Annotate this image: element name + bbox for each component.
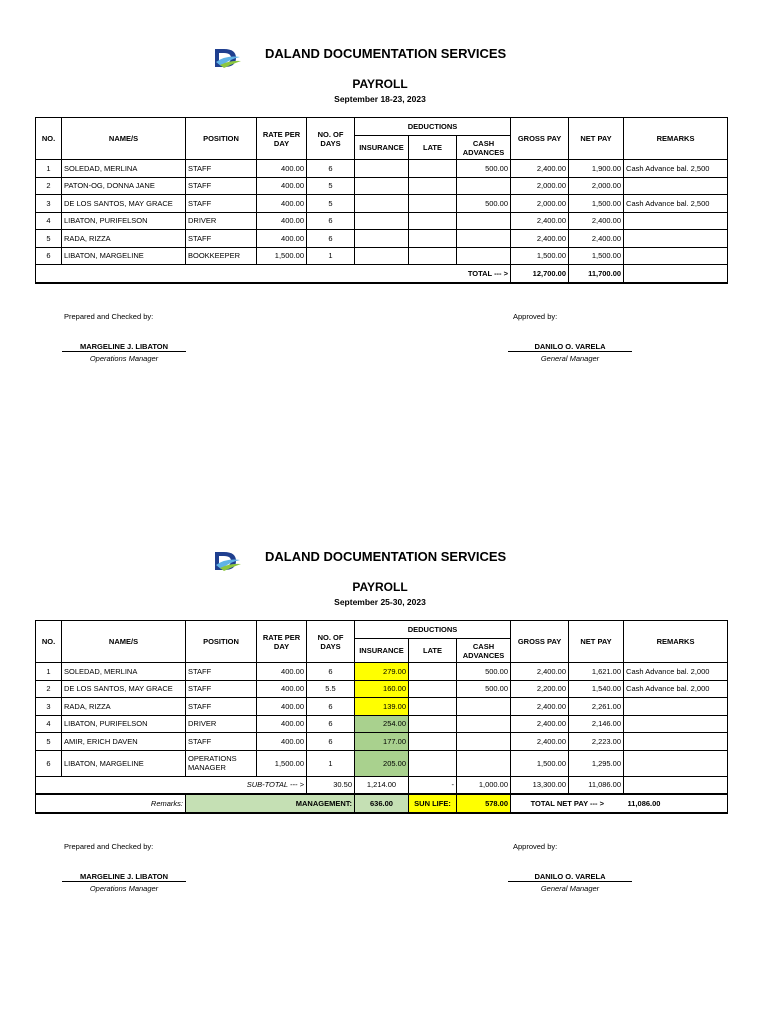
table-row — [36, 698, 728, 716]
table-row — [36, 680, 728, 698]
cell-remarks: Cash Advance bal. 2,500 — [624, 160, 728, 178]
table-row — [36, 715, 728, 733]
cell-rate: 400.00 — [257, 733, 307, 751]
prepared-label-1: Prepared and Checked by: — [64, 312, 154, 321]
cell-name: PATON-OG, DONNA JANE — [62, 177, 186, 195]
cell-days: 6 — [307, 663, 355, 681]
header-position: POSITION — [186, 118, 257, 160]
cell-net: 1,621.00 — [569, 663, 624, 681]
header-cash: CASH ADVANCES — [457, 639, 511, 663]
cell-insurance — [355, 195, 409, 213]
cell-net: 1,540.00 — [569, 680, 624, 698]
cell-position: OPERATIONS MANAGER — [186, 750, 257, 776]
cell-position: STAFF — [186, 663, 257, 681]
cell-late — [409, 733, 457, 751]
cell-gross: 2,400.00 — [511, 663, 569, 681]
cell-name: LIBATON, PURIFELSON — [62, 715, 186, 733]
cell-insurance — [355, 177, 409, 195]
cell-gross: 1,500.00 — [511, 247, 569, 265]
cell-net: 1,900.00 — [569, 160, 624, 178]
cell-insurance — [355, 212, 409, 230]
cell-no: 2 — [36, 177, 62, 195]
company-logo-2 — [212, 550, 242, 572]
cell-name: LIBATON, PURIFELSON — [62, 212, 186, 230]
cell-position: BOOKKEEPER — [186, 247, 257, 265]
cell-insurance: 279.00 — [355, 663, 409, 681]
payroll-title-1: PAYROLL — [352, 77, 408, 91]
table-row — [36, 733, 728, 751]
payroll-title-2: PAYROLL — [352, 580, 408, 594]
cell-cash: 500.00 — [457, 663, 511, 681]
cell-insurance: 205.00 — [355, 750, 409, 776]
cell-cash — [457, 230, 511, 248]
remarks-label: Remarks: — [36, 794, 186, 813]
cell-position: STAFF — [186, 733, 257, 751]
cell-remarks — [624, 230, 728, 248]
cell-cash — [457, 715, 511, 733]
cell-net: 2,146.00 — [569, 715, 624, 733]
cell-insurance — [355, 230, 409, 248]
cell-days: 1 — [307, 750, 355, 776]
cell-days: 5.5 — [307, 680, 355, 698]
cell-late — [409, 212, 457, 230]
cell-days: 6 — [307, 230, 355, 248]
company-name-1: DALAND DOCUMENTATION SERVICES — [265, 46, 507, 61]
prepared-name-1: MARGELINE J. LIBATON — [62, 342, 186, 352]
table-row — [36, 663, 728, 681]
cell-no: 1 — [36, 160, 62, 178]
header-no: NO. — [36, 118, 62, 160]
cell-rate: 1,500.00 — [257, 247, 307, 265]
cell-late — [409, 247, 457, 265]
cell-days: 5 — [307, 195, 355, 213]
approved-role-1: General Manager — [540, 354, 600, 363]
subtotal-days: 30.50 — [307, 776, 355, 794]
subtotal-late: - — [409, 776, 457, 794]
header-late: LATE — [409, 639, 457, 663]
total-row-1 — [36, 265, 728, 283]
cell-late — [409, 230, 457, 248]
cell-gross: 1,500.00 — [511, 750, 569, 776]
cell-gross: 2,400.00 — [511, 212, 569, 230]
cell-no: 3 — [36, 195, 62, 213]
total-label: TOTAL --- > — [36, 265, 511, 283]
table-row — [36, 230, 728, 248]
cell-gross: 2,400.00 — [511, 230, 569, 248]
cell-remarks — [624, 177, 728, 195]
cell-name: DE LOS SANTOS, MAY GRACE — [62, 680, 186, 698]
header-gross: GROSS PAY — [511, 621, 569, 663]
cell-no: 5 — [36, 733, 62, 751]
company-name-2: DALAND DOCUMENTATION SERVICES — [265, 549, 507, 564]
cell-rate: 400.00 — [257, 160, 307, 178]
subtotal-gross: 13,300.00 — [511, 776, 569, 794]
header-rate: RATE PER DAY — [257, 118, 307, 160]
cell-no: 6 — [36, 247, 62, 265]
header-late: LATE — [409, 136, 457, 160]
total-remarks — [624, 265, 728, 283]
cell-late — [409, 680, 457, 698]
cell-name: SOLEDAD, MERLINA — [62, 663, 186, 681]
cell-gross: 2,000.00 — [511, 177, 569, 195]
total-net-label: TOTAL NET PAY --- > — [511, 794, 624, 813]
total-net-value: 11,086.00 — [624, 794, 728, 813]
subtotal-insurance: 1,214.00 — [355, 776, 409, 794]
cell-gross: 2,400.00 — [511, 733, 569, 751]
cell-net: 2,000.00 — [569, 177, 624, 195]
cell-rate: 400.00 — [257, 663, 307, 681]
header-insurance: INSURANCE — [355, 136, 409, 160]
cell-name: LIBATON, MARGELINE — [62, 750, 186, 776]
cell-cash — [457, 750, 511, 776]
header-no: NO. — [36, 621, 62, 663]
payroll-table-1 — [35, 117, 728, 284]
cell-late — [409, 160, 457, 178]
cell-late — [409, 195, 457, 213]
cell-days: 6 — [307, 698, 355, 716]
cell-days: 1 — [307, 247, 355, 265]
table-row — [36, 160, 728, 178]
management-value: 636.00 — [355, 794, 409, 813]
header-remarks: REMARKS — [624, 118, 728, 160]
header-rate: RATE PER DAY — [257, 621, 307, 663]
cell-no: 3 — [36, 698, 62, 716]
cell-cash: 500.00 — [457, 680, 511, 698]
header-days: NO. OF DAYS — [307, 621, 355, 663]
cell-cash — [457, 212, 511, 230]
summary-row-2 — [36, 794, 728, 813]
approved-name-2: DANILO O. VARELA — [508, 872, 632, 882]
total-gross: 12,700.00 — [511, 265, 569, 283]
approved-label-1: Approved by: — [513, 312, 558, 321]
cell-gross: 2,400.00 — [511, 715, 569, 733]
cell-no: 1 — [36, 663, 62, 681]
cell-position: DRIVER — [186, 212, 257, 230]
cell-late — [409, 663, 457, 681]
logo-icon — [212, 550, 242, 572]
cell-gross: 2,400.00 — [511, 160, 569, 178]
cell-rate: 400.00 — [257, 715, 307, 733]
header-name: NAME/S — [62, 118, 186, 160]
subtotal-net: 11,086.00 — [569, 776, 624, 794]
subtotal-cash: 1,000.00 — [457, 776, 511, 794]
cell-days: 6 — [307, 160, 355, 178]
subtotal-remarks — [624, 776, 728, 794]
cell-insurance: 177.00 — [355, 733, 409, 751]
cell-remarks — [624, 750, 728, 776]
cell-rate: 400.00 — [257, 680, 307, 698]
cell-name: SOLEDAD, MERLINA — [62, 160, 186, 178]
payroll-table-2 — [35, 620, 728, 814]
table-row — [36, 247, 728, 265]
cell-remarks: Cash Advance bal. 2,000 — [624, 680, 728, 698]
cell-insurance: 139.00 — [355, 698, 409, 716]
cell-position: STAFF — [186, 230, 257, 248]
cell-net: 2,400.00 — [569, 230, 624, 248]
header-gross: GROSS PAY — [511, 118, 569, 160]
cell-days: 6 — [307, 212, 355, 230]
table-row — [36, 195, 728, 213]
cell-late — [409, 698, 457, 716]
cell-cash — [457, 733, 511, 751]
logo-icon — [212, 47, 242, 69]
cell-cash — [457, 247, 511, 265]
cell-name: RADA, RIZZA — [62, 698, 186, 716]
cell-gross: 2,200.00 — [511, 680, 569, 698]
cell-late — [409, 177, 457, 195]
cell-position: DRIVER — [186, 715, 257, 733]
prepared-label-2: Prepared and Checked by: — [64, 842, 154, 851]
payroll-dates-1: September 18-23, 2023 — [334, 94, 426, 104]
cell-insurance: 160.00 — [355, 680, 409, 698]
cell-net: 1,500.00 — [569, 247, 624, 265]
table-row — [36, 750, 728, 776]
cell-no: 4 — [36, 715, 62, 733]
cell-rate: 400.00 — [257, 195, 307, 213]
approved-label-2: Approved by: — [513, 842, 558, 851]
cell-no: 5 — [36, 230, 62, 248]
cell-name: RADA, RIZZA — [62, 230, 186, 248]
sunlife-label: SUN LIFE: — [409, 794, 457, 813]
cell-insurance — [355, 247, 409, 265]
cell-net: 1,500.00 — [569, 195, 624, 213]
cell-remarks — [624, 715, 728, 733]
header-days: NO. OF DAYS — [307, 118, 355, 160]
approved-role-2: General Manager — [540, 884, 600, 893]
header-deductions: DEDUCTIONS — [355, 621, 511, 639]
header-remarks: REMARKS — [624, 621, 728, 663]
cell-gross: 2,400.00 — [511, 698, 569, 716]
header-net: NET PAY — [569, 118, 624, 160]
payroll-dates-2: September 25-30, 2023 — [334, 597, 426, 607]
cell-gross: 2,000.00 — [511, 195, 569, 213]
management-label: MANAGEMENT: — [186, 794, 355, 813]
table-row — [36, 212, 728, 230]
cell-rate: 400.00 — [257, 212, 307, 230]
company-logo-1 — [212, 47, 242, 69]
cell-rate: 400.00 — [257, 698, 307, 716]
cell-remarks — [624, 733, 728, 751]
table-row — [36, 177, 728, 195]
cell-remarks: Cash Advance bal. 2,000 — [624, 663, 728, 681]
cell-no: 2 — [36, 680, 62, 698]
cell-cash: 500.00 — [457, 160, 511, 178]
cell-remarks — [624, 212, 728, 230]
cell-position: STAFF — [186, 160, 257, 178]
cell-rate: 400.00 — [257, 177, 307, 195]
cell-net: 2,261.00 — [569, 698, 624, 716]
approved-name-1: DANILO O. VARELA — [508, 342, 632, 352]
sunlife-value: 578.00 — [457, 794, 511, 813]
cell-late — [409, 715, 457, 733]
subtotal-row-2 — [36, 776, 728, 794]
cell-rate: 400.00 — [257, 230, 307, 248]
cell-name: LIBATON, MARGELINE — [62, 247, 186, 265]
prepared-role-1: Operations Manager — [89, 354, 159, 363]
cell-days: 5 — [307, 177, 355, 195]
cell-late — [409, 750, 457, 776]
cell-no: 6 — [36, 750, 62, 776]
header-deductions: DEDUCTIONS — [355, 118, 511, 136]
cell-no: 4 — [36, 212, 62, 230]
header-name: NAME/S — [62, 621, 186, 663]
cell-cash — [457, 177, 511, 195]
cell-net: 2,400.00 — [569, 212, 624, 230]
cell-position: STAFF — [186, 680, 257, 698]
cell-net: 2,223.00 — [569, 733, 624, 751]
cell-position: STAFF — [186, 698, 257, 716]
cell-remarks: Cash Advance bal. 2,500 — [624, 195, 728, 213]
header-net: NET PAY — [569, 621, 624, 663]
cell-insurance — [355, 160, 409, 178]
cell-remarks — [624, 247, 728, 265]
cell-name: AMIR, ERICH DAVEN — [62, 733, 186, 751]
header-cash: CASH ADVANCES — [457, 136, 511, 160]
cell-remarks — [624, 698, 728, 716]
cell-days: 6 — [307, 733, 355, 751]
header-insurance: INSURANCE — [355, 639, 409, 663]
cell-rate: 1,500.00 — [257, 750, 307, 776]
cell-name: DE LOS SANTOS, MAY GRACE — [62, 195, 186, 213]
cell-net: 1,295.00 — [569, 750, 624, 776]
cell-position: STAFF — [186, 195, 257, 213]
cell-days: 6 — [307, 715, 355, 733]
prepared-role-2: Operations Manager — [89, 884, 159, 893]
cell-cash — [457, 698, 511, 716]
cell-cash: 500.00 — [457, 195, 511, 213]
cell-position: STAFF — [186, 177, 257, 195]
prepared-name-2: MARGELINE J. LIBATON — [62, 872, 186, 882]
header-position: POSITION — [186, 621, 257, 663]
subtotal-label: SUB-TOTAL --- > — [36, 776, 307, 794]
cell-insurance: 254.00 — [355, 715, 409, 733]
total-net: 11,700.00 — [569, 265, 624, 283]
